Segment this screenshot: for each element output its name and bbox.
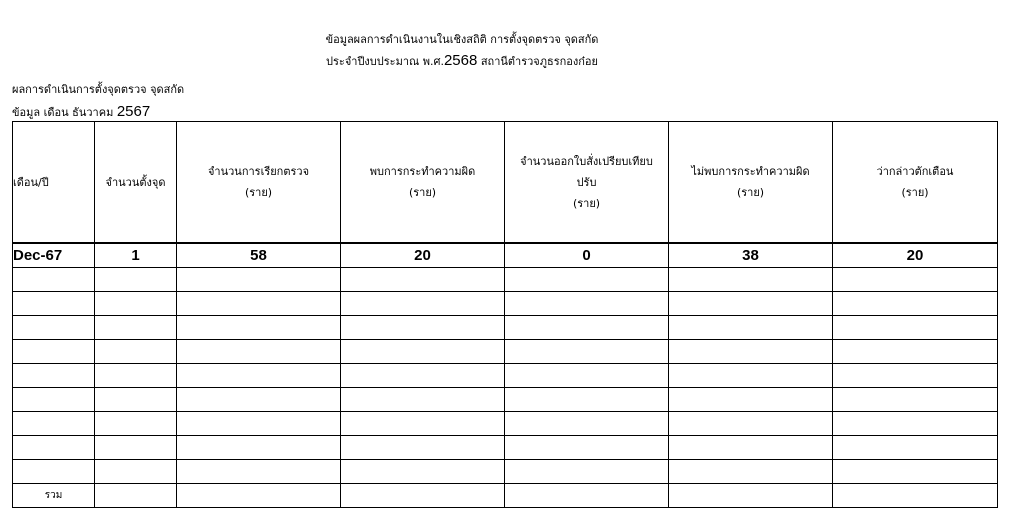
header-warnings xyxy=(833,122,998,244)
header-text: ไม่พบการกระทำความผิด xyxy=(691,165,810,178)
empty-cell xyxy=(669,460,833,484)
empty-cell xyxy=(95,340,177,364)
empty-cell xyxy=(833,292,998,316)
section-heading-text: ผลการดำเนินการตั้งจุดตรวจ จุดสกัด xyxy=(12,83,185,96)
empty-cell xyxy=(669,364,833,388)
empty-cell xyxy=(177,340,341,364)
empty-cell xyxy=(833,316,998,340)
header-unit: (ราย) xyxy=(572,196,601,210)
empty-cell xyxy=(669,292,833,316)
cell-inspections: 58 xyxy=(177,243,341,268)
empty-cell xyxy=(177,268,341,292)
header-unit: (ราย) xyxy=(901,186,929,199)
empty-cell xyxy=(341,268,505,292)
table-row xyxy=(13,243,998,268)
total-cell xyxy=(833,484,998,508)
empty-cell xyxy=(95,436,177,460)
table-row-empty xyxy=(13,412,998,436)
empty-cell xyxy=(669,316,833,340)
empty-cell xyxy=(833,268,998,292)
header-text: เดือน/ปี xyxy=(13,175,49,189)
section-heading xyxy=(12,80,184,98)
data-month-year: 2567 xyxy=(116,103,151,120)
total-row xyxy=(13,484,998,508)
empty-cell xyxy=(13,268,95,292)
empty-cell xyxy=(505,388,669,412)
empty-cell xyxy=(341,364,505,388)
table-row-empty xyxy=(13,268,998,292)
empty-cell xyxy=(833,460,998,484)
cell-fine-tickets: 0 xyxy=(505,243,669,268)
empty-cell xyxy=(505,316,669,340)
empty-cell xyxy=(341,412,505,436)
empty-cell xyxy=(13,460,95,484)
header-text: จำนวนตั้งจุด xyxy=(105,175,166,189)
header-fine-tickets xyxy=(505,122,669,244)
empty-cell xyxy=(177,436,341,460)
empty-cell xyxy=(505,340,669,364)
empty-cell xyxy=(177,316,341,340)
total-cell xyxy=(341,484,505,508)
header-unit: (ราย) xyxy=(408,186,437,199)
table-row-empty xyxy=(13,364,998,388)
fiscal-year: 2568 xyxy=(443,52,478,69)
fiscal-year-prefix: ประจำปีงบประมาณ พ.ศ. xyxy=(326,55,444,68)
empty-cell xyxy=(13,316,95,340)
empty-cell xyxy=(505,292,669,316)
empty-cell xyxy=(95,316,177,340)
empty-cell xyxy=(95,364,177,388)
table-header-row xyxy=(13,122,998,244)
total-cell xyxy=(95,484,177,508)
header-text-cont: ปรับ xyxy=(576,175,597,189)
total-label: รวม xyxy=(13,484,95,508)
empty-cell xyxy=(833,388,998,412)
cell-warnings: 20 xyxy=(833,243,998,268)
empty-cell xyxy=(177,292,341,316)
empty-cell xyxy=(505,460,669,484)
empty-cell xyxy=(95,412,177,436)
empty-cell xyxy=(177,412,341,436)
header-text: ว่ากล่าวตักเตือน xyxy=(876,165,954,178)
empty-cell xyxy=(95,268,177,292)
total-cell xyxy=(505,484,669,508)
empty-cell xyxy=(13,292,95,316)
header-unit: (ราย) xyxy=(244,186,273,199)
table-row-empty xyxy=(13,436,998,460)
table-row-empty xyxy=(13,292,998,316)
cell-month-year: Dec-67 xyxy=(13,243,95,268)
header-offenses-found xyxy=(341,122,505,244)
report-title-line-2 xyxy=(0,52,924,70)
empty-cell xyxy=(833,364,998,388)
empty-cell xyxy=(13,364,95,388)
header-inspections xyxy=(177,122,341,244)
empty-cell xyxy=(505,268,669,292)
empty-cell xyxy=(341,388,505,412)
header-no-offense xyxy=(669,122,833,244)
empty-cell xyxy=(13,436,95,460)
empty-cell xyxy=(341,340,505,364)
empty-cell xyxy=(341,292,505,316)
empty-cell xyxy=(669,388,833,412)
table-row-empty xyxy=(13,316,998,340)
header-text: จำนวนการเรียกตรวจ xyxy=(207,165,310,178)
empty-cell xyxy=(669,436,833,460)
empty-cell xyxy=(341,436,505,460)
total-cell xyxy=(177,484,341,508)
table-row-empty xyxy=(13,340,998,364)
empty-cell xyxy=(341,460,505,484)
empty-cell xyxy=(833,412,998,436)
cell-no-offense: 38 xyxy=(669,243,833,268)
empty-cell xyxy=(95,460,177,484)
empty-cell xyxy=(95,388,177,412)
empty-cell xyxy=(669,412,833,436)
empty-cell xyxy=(95,292,177,316)
empty-cell xyxy=(833,436,998,460)
empty-cell xyxy=(505,364,669,388)
header-month-year xyxy=(13,122,95,244)
total-cell xyxy=(669,484,833,508)
header-checkpoint-count xyxy=(95,122,177,244)
data-month-heading xyxy=(12,103,150,121)
checkpoint-results-table xyxy=(12,121,998,508)
empty-cell xyxy=(833,340,998,364)
data-month-prefix: ข้อมูล เดือน ธันวาคม xyxy=(12,106,117,119)
empty-cell xyxy=(13,388,95,412)
header-unit: (ราย) xyxy=(736,186,765,199)
empty-cell xyxy=(177,388,341,412)
empty-cell xyxy=(341,316,505,340)
station-name: สถานีตำรวจภูธรกองก๋อย xyxy=(477,55,598,68)
cell-checkpoint-count: 1 xyxy=(95,243,177,268)
table-row-empty xyxy=(13,460,998,484)
empty-cell xyxy=(669,268,833,292)
cell-offenses-found: 20 xyxy=(341,243,505,268)
empty-cell xyxy=(177,364,341,388)
empty-cell xyxy=(13,340,95,364)
header-text: จำนวนออกใบสั่งเปรียบเทียบ xyxy=(520,154,653,168)
report-title-text: ข้อมูลผลการดำเนินงานในเชิงสถิติ การตั้งจุดตรวจ จุดสกัด xyxy=(325,33,599,46)
empty-cell xyxy=(505,412,669,436)
header-text: พบการกระทำความผิด xyxy=(369,165,476,178)
report-title-line-1 xyxy=(0,30,924,48)
table-row-empty xyxy=(13,388,998,412)
empty-cell xyxy=(505,436,669,460)
empty-cell xyxy=(177,460,341,484)
empty-cell xyxy=(13,412,95,436)
empty-cell xyxy=(669,340,833,364)
